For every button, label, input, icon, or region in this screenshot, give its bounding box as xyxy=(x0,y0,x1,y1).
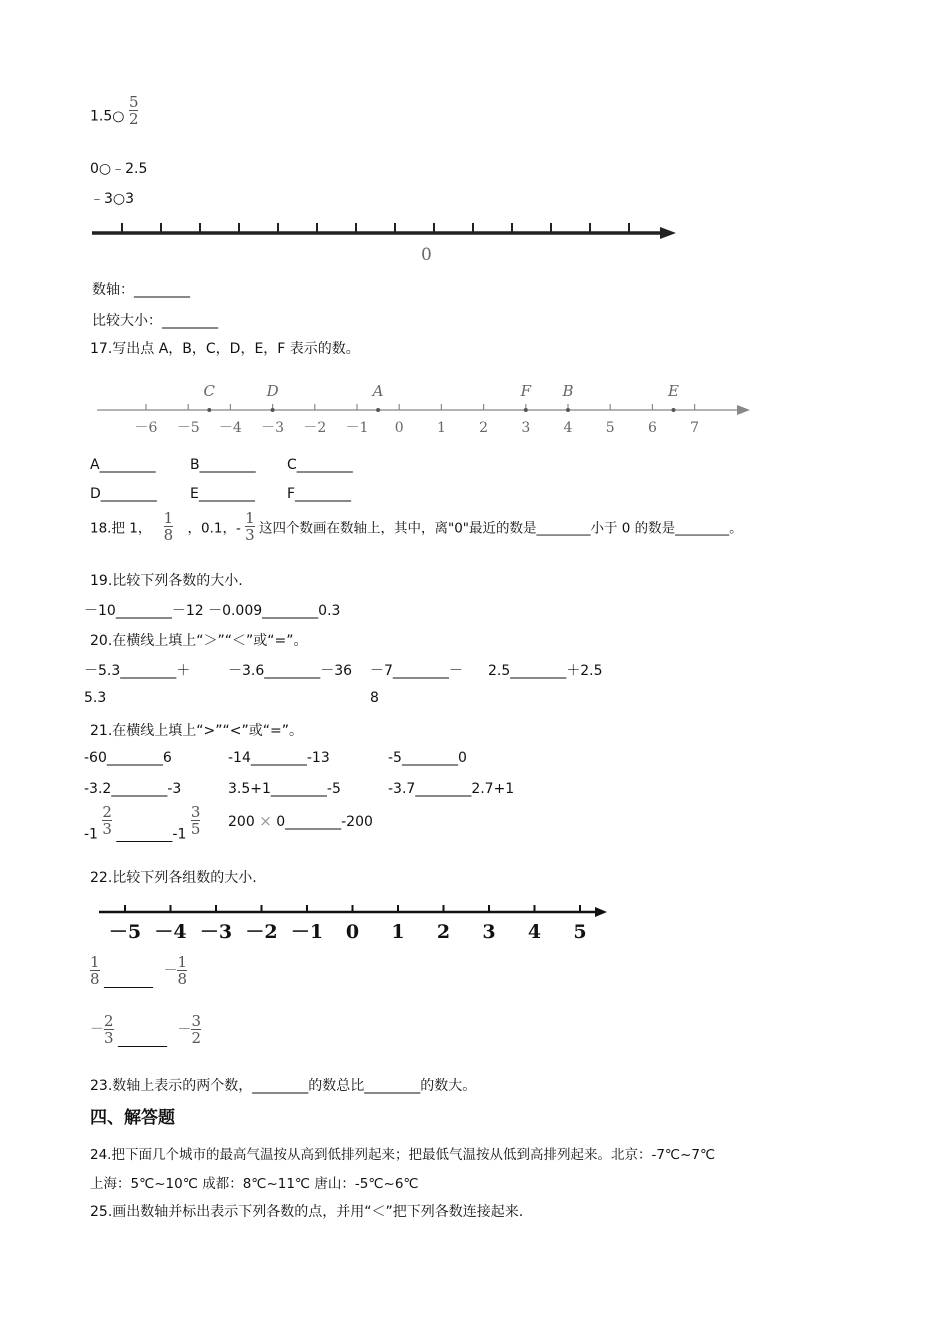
tick-label: －6 xyxy=(134,420,158,436)
tick-label: 2 xyxy=(479,420,489,436)
q16-line2: 0○﹣2.5 xyxy=(90,161,148,177)
q16-line3: ﹣3○3 xyxy=(90,191,135,207)
times-icon: × xyxy=(259,812,272,830)
q21-r3b-prefix: 200 xyxy=(228,814,255,830)
q21-title: 21.在横线上填上“>”“<”或“=”。 xyxy=(90,723,303,739)
tick-label: 4 xyxy=(563,420,573,436)
q24-line1: 24.把下面几个城市的最高气温按从高到低排列起来；把最低气温按从低到高排列起来。北京：-7℃~7℃ xyxy=(90,1147,716,1163)
fraction-numerator: 2 xyxy=(102,803,112,821)
q22-title: 22.比较下列各组数的大小. xyxy=(90,870,257,886)
fraction-1-8 xyxy=(90,954,100,987)
q18-prefix: 18.把 1， xyxy=(90,520,152,537)
q20-item-3: －7________－ xyxy=(370,663,463,679)
point-label-a: A xyxy=(372,382,384,400)
q16-zero-label: 0 xyxy=(421,245,432,265)
q16-line1-text: 1.5○ xyxy=(90,108,125,125)
tick-label: 2 xyxy=(436,921,451,943)
q21-r1-c: -5________0 xyxy=(388,750,467,766)
q21-r2-a: -3.2________-3 xyxy=(84,781,182,797)
point-label-e: E xyxy=(668,382,679,400)
fraction-neg-2-3 xyxy=(104,1013,114,1046)
q21-r3-b xyxy=(228,812,373,830)
fraction-5-2 xyxy=(129,94,139,127)
q21-r3a-mid: ________-1 xyxy=(116,826,187,843)
q17-answer-B: B________ xyxy=(190,457,256,473)
point-label-f: F xyxy=(520,382,532,400)
q23-text: 23.数轴上表示的两个数，________的数总比________的数大。 xyxy=(90,1078,477,1094)
point-f xyxy=(524,408,528,412)
q17-answer-C: C________ xyxy=(287,457,353,473)
fraction-denominator: 8 xyxy=(90,970,100,988)
q20-title: 20.在横线上填上“＞”“＜”或“=”。 xyxy=(90,633,308,649)
q17-answer-D: D________ xyxy=(90,486,157,502)
tick-label: 1 xyxy=(436,420,446,436)
q22-number-line xyxy=(95,900,615,948)
tick-label: －3 xyxy=(261,420,285,436)
section-heading: 四、解答题 xyxy=(90,1108,175,1128)
q25-text: 25.画出数轴并标出表示下列各数的点，并用“＜”把下列各数连接起来. xyxy=(90,1204,524,1220)
tick-label: －3 xyxy=(199,921,233,943)
point-label-d: D xyxy=(266,382,279,400)
tick-label: －4 xyxy=(154,921,187,943)
q19-title: 19.比较下列各数的大小. xyxy=(90,573,243,589)
tick-label: 6 xyxy=(647,420,657,436)
point-label-c: C xyxy=(203,382,216,400)
fraction-denominator: 3 xyxy=(104,1029,114,1047)
point-d xyxy=(271,408,275,412)
point-b xyxy=(566,408,570,412)
q24-line2: 上海：5℃~10℃ 成都：8℃~11℃ 唐山：-5℃~6℃ xyxy=(90,1176,419,1192)
q17-title: 17.写出点 A，B，C，D，E，F 表示的数。 xyxy=(90,341,360,357)
tick-label: －2 xyxy=(245,921,278,943)
fraction-numerator: 1 xyxy=(177,953,187,971)
tick-label: 3 xyxy=(482,921,496,943)
tick-label: 5 xyxy=(573,921,587,943)
q21-r3-a xyxy=(84,804,200,843)
minus-sign: － xyxy=(163,962,178,979)
q16-number-line xyxy=(88,215,688,265)
point-c xyxy=(207,408,211,412)
q20-item-4: 2.5________＋2.5 xyxy=(488,663,603,679)
fraction-denominator: 5 xyxy=(190,820,201,838)
fraction-denominator: 2 xyxy=(191,1029,201,1047)
fraction-neg-1-8 xyxy=(177,954,187,987)
tick-label: 3 xyxy=(521,420,531,436)
tick-label: 7 xyxy=(690,420,700,436)
minus-sign: － xyxy=(90,1021,104,1038)
tick-label: 4 xyxy=(527,921,542,943)
fraction-denominator: 2 xyxy=(128,110,139,128)
q17-number-line xyxy=(95,378,760,440)
minus-sign: － xyxy=(177,1021,192,1038)
q18-line xyxy=(90,510,743,543)
tick-label: －5 xyxy=(108,921,142,943)
q16-line1 xyxy=(90,93,139,133)
q21-r3a-prefix: -1 xyxy=(84,826,98,843)
q22-blank-1: _______ xyxy=(104,972,153,989)
q17-answer-F: F________ xyxy=(287,486,352,502)
q20-item-2: －3.6________－36 xyxy=(228,663,353,679)
fraction-1-8 xyxy=(164,510,174,543)
q17-answer-A: A________ xyxy=(90,457,156,473)
fraction-denominator: 3 xyxy=(102,820,112,838)
fraction-numerator: 5 xyxy=(128,93,139,111)
tick-label: 1 xyxy=(391,921,405,943)
q20-sub-item-1: 5.3 xyxy=(84,690,107,706)
tick-label: －4 xyxy=(218,420,242,436)
fraction-1-3 xyxy=(245,510,255,543)
q21-r1-b: -14________-13 xyxy=(228,750,330,766)
q18-middle: ，0.1，- xyxy=(187,520,241,537)
fraction-denominator: 8 xyxy=(163,526,174,544)
fraction-neg-3-2 xyxy=(191,1013,201,1046)
tick-label: －2 xyxy=(303,420,327,436)
fraction-numerator: 1 xyxy=(163,509,174,527)
fraction-numerator: 3 xyxy=(190,803,201,821)
point-label-b: B xyxy=(562,382,574,400)
fraction-numerator: 1 xyxy=(245,509,255,527)
tick-label: －1 xyxy=(345,420,369,436)
fraction-denominator: 8 xyxy=(177,970,187,988)
tick-label: －1 xyxy=(290,921,324,943)
q22-blank-2: _______ xyxy=(118,1031,167,1048)
q21-r2-c: -3.7________2.7+1 xyxy=(388,781,515,797)
q21-r1-a: -60________6 xyxy=(84,750,172,766)
fraction-numerator: 2 xyxy=(104,1012,114,1030)
fraction-denominator: 3 xyxy=(245,526,255,544)
q21-r2-b: 3.5+1________-5 xyxy=(228,781,341,797)
q16-compare-answer: 比较大小：________ xyxy=(92,313,218,329)
point-a xyxy=(376,408,380,412)
tick-label: －5 xyxy=(176,420,200,436)
tick-label: 5 xyxy=(605,420,615,436)
q22-row2 xyxy=(90,1013,201,1048)
fraction-numerator: 1 xyxy=(90,953,100,971)
q20-sub-item-2: 8 xyxy=(370,690,379,706)
tick-label: 0 xyxy=(394,420,404,436)
tick-label: 0 xyxy=(345,921,360,943)
q20-item-1: －5.3________＋ xyxy=(84,663,191,679)
q19-line: －10________－12 －0.009________0.3 xyxy=(84,603,341,619)
q17-answer-E: E________ xyxy=(190,486,255,502)
q22-row1 xyxy=(90,954,187,989)
fraction-numerator: 3 xyxy=(191,1012,201,1030)
q16-numberline-answer: 数轴：________ xyxy=(92,282,190,298)
fraction-2-3 xyxy=(102,804,112,837)
point-e xyxy=(672,408,676,412)
fraction-3-5 xyxy=(191,804,201,837)
q21-r3b-suffix: 0________-200 xyxy=(276,814,373,830)
q18-suffix: 这四个数画在数轴上，其中，离"0"最近的数是________小于 0 的数是________。 xyxy=(258,520,743,537)
